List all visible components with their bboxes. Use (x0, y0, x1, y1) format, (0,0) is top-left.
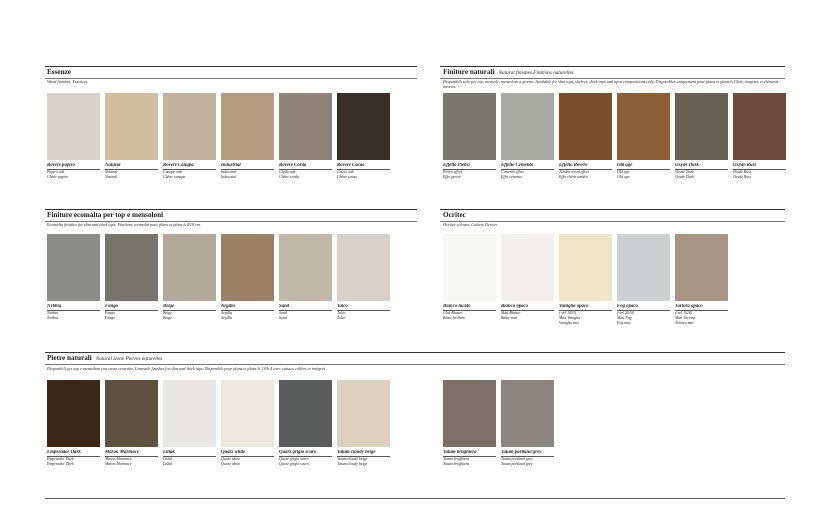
swatch-sample (337, 234, 390, 301)
swatch-translation: Nebbia (47, 310, 59, 315)
swatch-item (279, 234, 332, 321)
swatch-translation: Oxyde Dark (675, 174, 694, 179)
swatch-translation: Chêne canapa (163, 174, 186, 179)
swatch-sample (617, 234, 670, 301)
swatch-item (443, 234, 496, 326)
swatch-name: Lillak (163, 450, 216, 457)
swatch-translation: Argilla (221, 310, 232, 315)
swatch-sample (221, 234, 274, 301)
swatch-translation: Oxyde Rust (733, 174, 751, 179)
swatch-name: Sand (279, 304, 332, 311)
swatch-name: Fango (105, 304, 158, 311)
swatch-item (279, 93, 332, 180)
swatch-item (675, 93, 728, 180)
swatch-translation: Blanc mat (501, 315, 517, 320)
swatch-translation: Fango (105, 315, 116, 320)
swatch-translation: Papiro oak (47, 169, 65, 174)
swatch-item (163, 234, 216, 321)
swatch-item (337, 93, 390, 180)
section-desc-ecomalta: Ecomalta finishes for slim and thick tops. Finitions ecomalta pour plans et plans h.4/10 cm. (47, 222, 201, 227)
swatch-name: Vaniglia opaco (559, 304, 612, 311)
swatch-name: Oxyde Rust (733, 163, 786, 170)
section-title-finiture-naturali: Finiture naturali Natural finishes Finitions naturelles (443, 68, 574, 76)
swatch-translation: Emperador Dark (47, 461, 74, 466)
swatch-translation: Canapa oak (163, 169, 182, 174)
swatch-sample (163, 380, 216, 447)
swatch-sample (279, 93, 332, 160)
swatch-sample (675, 93, 728, 160)
swatch-translation: Chêne cacao (337, 174, 358, 179)
swatch-sample (105, 93, 158, 160)
swatch-name: Rovere Canapa (163, 163, 216, 170)
swatch-row-ecomalta (47, 234, 390, 321)
swatch-translation: Quarz grigio scuro (279, 461, 309, 466)
swatch-sample (617, 93, 670, 160)
swatch-translation: Effet chêne tundra (559, 174, 588, 179)
swatch-name: Bianco lucido (443, 304, 496, 311)
swatch-translation: Quarz white (221, 461, 241, 466)
swatch-sample (443, 380, 496, 447)
swatch-sample (221, 93, 274, 160)
swatch-name: Fog opaco (617, 304, 670, 311)
swatch-row-pietre-naturali-b (443, 380, 554, 467)
swatch-sample (337, 93, 390, 160)
swatch-name: Tatum brughiera (443, 450, 496, 457)
swatch-sample (163, 234, 216, 301)
footer-rule (45, 498, 785, 499)
swatch-translation: Effet cemento (501, 174, 523, 179)
section-desc-pietre-naturali: Disponibili per top e mensoloni con casse costruite. Limestile finishes for slim and thick tops. Disponible pour plans et plans h. 10/h.4 avec caisses collées et intégrés. (47, 366, 327, 371)
swatch-item (105, 93, 158, 180)
swatch-name: Beige (163, 304, 216, 311)
swatch-translation: Matt Bianco (501, 310, 521, 315)
swatch-name: Nebbia (47, 304, 100, 311)
swatch-sample (47, 234, 100, 301)
swatch-sample (501, 380, 554, 447)
swatch-item (221, 380, 274, 467)
swatch-translation: Beige (163, 310, 172, 315)
swatch-name: Emperador Dark (47, 450, 100, 457)
swatch-item (337, 380, 390, 467)
swatch-item (733, 93, 786, 180)
swatch-translation: Emperador Dark (47, 456, 74, 461)
swatch-item (501, 380, 554, 467)
swatch-translation: Tatum portland grey (501, 461, 533, 466)
swatch-item (337, 234, 390, 321)
swatch-translation: Fog mat (617, 320, 631, 325)
swatch-translation: Oxyde Rust (733, 169, 751, 174)
swatch-translation: Cemento effect (501, 169, 525, 174)
swatch-translation: Tatum portland grey (501, 456, 533, 461)
swatch-row-pietre-naturali-a (47, 380, 390, 467)
swatch-translation: Argilla (221, 315, 232, 320)
swatch-translation: Corda oak (279, 169, 296, 174)
swatch-name: Oxyde Dark (675, 163, 728, 170)
swatch-item (501, 234, 554, 326)
swatch-translation: Talco (337, 315, 346, 320)
swatch-name: Effetto Rovere (559, 163, 612, 170)
swatch-item (617, 93, 670, 180)
swatch-name: Quarz white (221, 450, 274, 457)
swatch-sample (501, 234, 554, 301)
swatch-translation: Old age (617, 169, 630, 174)
swatch-item (559, 234, 612, 326)
swatch-name: Tatum cloudy beige (337, 450, 390, 457)
section-title-essenze: Essenze (47, 68, 71, 76)
swatch-item (221, 93, 274, 180)
swatch-sample (675, 234, 728, 301)
swatch-item (105, 380, 158, 467)
swatch-name: Tatum portland grey (501, 450, 554, 457)
swatch-name: Old age (617, 163, 670, 170)
swatch-row-finiture-naturali (443, 93, 786, 180)
swatch-translation: (-vel 2010) (617, 310, 635, 315)
swatch-translation: Effet pierre (443, 174, 461, 179)
swatch-translation: Tortora mat (675, 320, 694, 325)
swatch-translation: Old age (617, 174, 630, 179)
swatch-sample (221, 380, 274, 447)
swatch-translation: Vaniglia mat (559, 320, 579, 325)
swatch-translation: Industrial (221, 174, 237, 179)
swatch-name: Tortora opaco (675, 304, 728, 311)
swatch-name: Quarz grigio scuro (279, 450, 332, 457)
swatch-translation: Chêne corda (279, 174, 299, 179)
section-title-ocritec: Ocritec (443, 211, 466, 219)
swatch-translation: Glos Bianco (443, 310, 463, 315)
swatch-row-essenze (47, 93, 390, 180)
swatch-translation: Tatum cloudy beige (337, 461, 368, 466)
section-desc-finiture-naturali: Disponibili solo per top, mensole, mensoloni a giorno. Available for slim tops, shelves, thick tops and open compositions only. Disponibles uniquement pour plans et plans h.10cm, étagères et éléments ouverts. (443, 79, 779, 89)
swatch-name: Argilla (221, 304, 274, 311)
swatch-sample (163, 93, 216, 160)
swatch-item (47, 234, 100, 321)
swatch-sample (105, 234, 158, 301)
swatch-name: Talco (337, 304, 390, 311)
swatch-translation: Pietra effect (443, 169, 463, 174)
swatch-translation: Maron Marinace (105, 456, 132, 461)
swatch-name: Bianco opaco (501, 304, 554, 311)
swatch-translation: Talco (337, 310, 346, 315)
swatch-name: Industrial (221, 163, 274, 170)
swatch-name: Rovere papiro (47, 163, 100, 170)
swatch-translation: Fango (105, 310, 116, 315)
swatch-item (105, 234, 158, 321)
swatch-item (675, 234, 728, 326)
swatch-translation: Lillak (163, 461, 173, 466)
swatch-translation: Tundra wood effect (559, 169, 590, 174)
swatch-item (501, 93, 554, 180)
swatch-sample (559, 93, 612, 160)
swatch-translation: Blanc brillant (443, 315, 465, 320)
swatch-name: Rovere Corda (279, 163, 332, 170)
swatch-name: Rovere Cacao (337, 163, 390, 170)
swatch-sample (443, 93, 496, 160)
swatch-translation: Beige (163, 315, 172, 320)
swatch-item (559, 93, 612, 180)
section-title-ecomalta: Finiture ecomalta per top e mensoloni (47, 211, 164, 219)
swatch-translation: Natural (105, 174, 118, 179)
swatch-translation: Industrial (221, 169, 237, 174)
swatch-item (443, 380, 496, 467)
swatch-translation: Quarz grigio scuro (279, 456, 309, 461)
swatch-translation: Natural (105, 169, 118, 174)
swatch-sample (733, 93, 786, 160)
swatch-name: Effetto Cemento (501, 163, 554, 170)
section-title-pietre-naturali: Pietre naturali Natural stone Pierres naturelles (47, 354, 163, 362)
swatch-sample (559, 234, 612, 301)
swatch-item (443, 93, 496, 180)
swatch-item (47, 93, 100, 180)
swatch-sample (337, 380, 390, 447)
swatch-translation: Tatum brughiera (443, 456, 470, 461)
swatch-translation: Tatum cloudy beige (337, 456, 368, 461)
swatch-translation: Oxyde Dark (675, 169, 694, 174)
swatch-translation: (-vel 1053) (559, 310, 577, 315)
swatch-row-ocritec (443, 234, 728, 326)
swatch-translation: Nebbia (47, 315, 59, 320)
swatch-translation: Quarz white (221, 456, 241, 461)
swatch-translation: Matt Vaniglia (559, 315, 581, 320)
swatch-translation: (-vel 1010) (675, 310, 693, 315)
swatch-translation: Matt Fog (617, 315, 632, 320)
swatch-name: Natural (105, 163, 158, 170)
swatch-sample (279, 234, 332, 301)
swatch-translation: Cacao oak (337, 169, 354, 174)
swatch-item (163, 93, 216, 180)
swatch-sample (443, 234, 496, 301)
swatch-item (163, 380, 216, 467)
swatch-sample (47, 93, 100, 160)
swatch-sample (279, 380, 332, 447)
swatch-translation: Sand (279, 310, 287, 315)
swatch-translation: Tatum brughiera (443, 461, 470, 466)
swatch-translation: Matt Tortora (675, 315, 696, 320)
swatch-translation: Maron Marinace (105, 461, 132, 466)
swatch-item (47, 380, 100, 467)
swatch-name: Effetto Pietra (443, 163, 496, 170)
section-desc-essenze: Wood finishes. Essences. (47, 79, 89, 84)
swatch-translation: Sand (279, 315, 287, 320)
section-desc-ocritec: Ocritec colours. Coloris Ocritec (443, 222, 498, 227)
swatch-sample (47, 380, 100, 447)
swatch-sample (501, 93, 554, 160)
swatch-item (617, 234, 670, 326)
swatch-item (221, 234, 274, 321)
swatch-name: Maron Marinace (105, 450, 158, 457)
swatch-item (279, 380, 332, 467)
swatch-sample (105, 380, 158, 447)
swatch-translation: Chêne papiro (47, 174, 69, 179)
swatch-translation: Lillak (163, 456, 173, 461)
